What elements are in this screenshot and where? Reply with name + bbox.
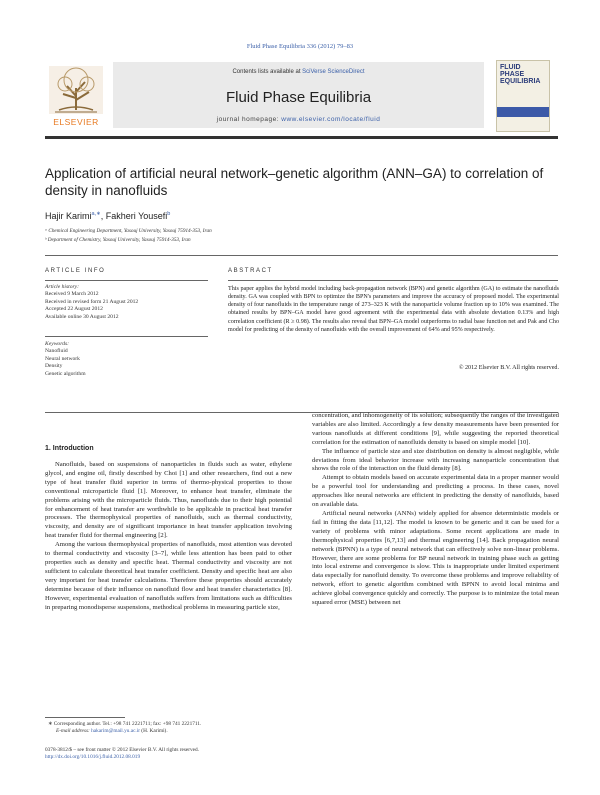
- abstract-heading: ABSTRACT: [228, 268, 273, 274]
- issn-line: 0378-3812/$ – see front matter © 2012 Elsevier B.V. All rights reserved.: [45, 747, 199, 753]
- keywords-block: [45, 341, 208, 378]
- history-item: Accepted 22 August 2012: [45, 306, 103, 313]
- contents-box: [113, 62, 484, 128]
- sciencedirect-link[interactable]: SciVerse ScienceDirect: [302, 69, 365, 75]
- author-name: Hajir Karimi: [45, 211, 92, 221]
- history-item: Available online 30 August 2012: [45, 313, 119, 320]
- section-heading: 1. Introduction: [45, 445, 94, 452]
- affiliation: ᵇ Department of Chemistry, Yasouj University, Yasouj 75914-353, Iran: [45, 237, 191, 243]
- footnote-rule: [45, 717, 125, 718]
- journal-homepage: [113, 116, 484, 123]
- keyword: Density: [45, 363, 63, 370]
- author-marks[interactable]: a,∗: [91, 211, 101, 217]
- header-rule: [45, 136, 558, 139]
- paper-title: Application of artificial neural network–genetic algorithm (ANN–GA) to correlation of density in nanofluids: [45, 166, 544, 198]
- email-label: E-mail address:: [56, 728, 90, 735]
- body-paragraph: Attempt to obtain models based on accurate experimental data in a proper manner would be a powerful tool for understanding and predicting a process. In these cases, novel approaches like neural networks are efficient in predicting the density of nanofluids, based on available data.: [312, 474, 559, 509]
- keyword: Neural network: [45, 355, 80, 362]
- affiliation-rule: [45, 255, 558, 256]
- article-info-rule: [45, 280, 208, 281]
- journal-title: Fluid Phase Equilibria: [225, 89, 372, 106]
- journal-reference[interactable]: Fluid Phase Equilibria 336 (2012) 79–83: [246, 43, 354, 50]
- cover-title-line: EQUILIBRIA: [500, 78, 541, 85]
- body-paragraph: Nanofluids, based on suspensions of nanoparticles in fluids such as water, ethylene glycol, and engine oil, firstly described by Choi [1] and other researchers, find out a new type of heat transfer fluid superior in terms of thermo-physical properties to those conventional microparticle fluid [1]. Moreover, to enhance heat transfer, eliminate the problems arising with the microparticle fluids. Thus, nanofluids due to their high potential for enhancement of heat transfer are worthwhile to be applicable in practical heat transfer processes. The thermophysical properties of nanofluids, such as thermal conductivity, viscosity, and density are of significant importance in heat transfer application involving heat transfer fluid for thermal engineering [2].: [45, 461, 292, 540]
- publisher-name: ELSEVIER: [53, 117, 99, 127]
- email-suffix: (H. Karimi).: [139, 728, 168, 735]
- body-paragraph: Artificial neural networks (ANNs) widely applied for absence deterministic models or fail in fitting the data [11,12]. The model is known to be generic and it can be used for a variety of problems with minor adaptations. Some recent applications are made in thermophysical properties [6,7,13] and thermal engineering [14]. Back propagation neural network (BPNN) is a type of neural network that can effectively solve non-linear problems. However, there are some problems for BP neural network in training phase such as getting into local extreme and convergence is slow. This is inappropriate under limited experiment data especially for nanofluid density. To overcome these problems and improve reliability of network, effort to genetic algorithm combined with BPNN to avoid local minima and achieve global convergence quickly and correctly. The purpose is to minimize the total mean squared error (MSE) between net: [312, 509, 559, 607]
- abstract-rule: [228, 280, 558, 281]
- journal-cover-thumbnail: [496, 60, 550, 132]
- author-marks[interactable]: b: [167, 211, 171, 217]
- history-item: Received in revised form 21 August 2012: [45, 298, 139, 305]
- body-right-column: [312, 412, 559, 608]
- cover-title-line: FLUID PHASE: [500, 64, 525, 78]
- copyright-notice: © 2012 Elsevier B.V. All rights reserved.: [458, 365, 559, 371]
- abstract-text: This paper applies the hybrid model including back-propagation network (BPN) and genetic algorithm (GA) to estimate the nanofluids density. GA was coupled with BPN to optimize the BPN's parameters and improve the accuracy of proposed model. The experimental density of four nanofluids in the temperature range of 273–323 K with the nanoparticle volume fraction up to 10% was examined. The obtained results by BPN–GA model have good agreement with the experimental data with absolute deviation 0.13% and high correlation coefficient (R ≥ 0.98). The results also reveal that BPN–GA model outperforms to radial base function net and Pak and Cho model for predicting of the density of nanofluids with the overall improvement of 64% and 95% respectively.: [228, 286, 559, 333]
- contents-prefix: Contents lists available at: [232, 69, 303, 75]
- keyword: Genetic algorithm: [45, 370, 86, 377]
- cover-band: [497, 107, 549, 117]
- author-separator: ,: [100, 211, 106, 221]
- journal-header: [45, 62, 558, 128]
- history-item: Received 9 March 2012: [45, 291, 99, 298]
- elsevier-logo: [45, 62, 107, 128]
- affiliation: ᵃ Chemical Engineering Department, Yasouj University, Yasouj 75914-353, Iran: [45, 228, 212, 234]
- doi-link[interactable]: http://dx.doi.org/10.1016/j.fluid.2012.08.019: [45, 754, 141, 761]
- email-link[interactable]: hakarim@mail.yu.ac.ir: [91, 728, 140, 735]
- contents-line: [113, 69, 484, 75]
- elsevier-tree-icon: [45, 62, 107, 118]
- body-paragraph: concentration, and inhomogeneity of its solution; subsequently the ranges of the investigated variables are also limited. Accordingly a few density measurements have been presented for various nanofluids at different conditions [9], while suggesting the reported theoretical correlation for the estimation of nanofluids density is based on simple model [10].: [312, 412, 559, 446]
- author-name: Fakheri Yousefi: [105, 211, 168, 221]
- front-matter: [45, 747, 345, 761]
- homepage-prefix: journal homepage:: [216, 116, 282, 123]
- article-info-heading: ARTICLE INFO: [45, 268, 106, 274]
- body-paragraph: Among the various thermophysical properties of nanofluids, most attention was devoted to thermal conductivity and viscosity [3–7], while less attention has been paid to other properties such as density and specific heat. Thermal conductivity and viscosity are not sufficient to calculate theoretical heat transfer coefficient. Density and specific heat are also very important for heat transfer calculations. Therefore these properties should accurately determine because of their influence on nanofluid flow and heat transfer characteristics [8]. However, experimental evaluation of nanofluids suffers from limitations such as difficulties in preparing monodisperse suspensions, methodical problems in measuring particle size,: [45, 541, 292, 611]
- article-history: [45, 284, 208, 321]
- corresponding-author-note: [48, 721, 298, 735]
- homepage-link[interactable]: www.elsevier.com/locate/fluid: [281, 116, 381, 123]
- body-left-column: [45, 461, 292, 612]
- history-heading: Article history:: [45, 284, 80, 290]
- body-paragraph: The influence of particle size and size distribution on density is almost negligible, while deviations from ideal behavior increase with increasing nanoparticle concentration that shows the role of the interaction on the fluid density [8].: [312, 447, 559, 473]
- author-list: [45, 211, 170, 221]
- email-line: [48, 728, 298, 735]
- keywords-heading: Keywords:: [45, 341, 70, 347]
- cover-title: [500, 64, 546, 85]
- keyword: Nanofluid: [45, 348, 68, 355]
- keywords-rule: [45, 336, 208, 337]
- corresponding-author: ∗ Corresponding author. Tel.: +98 741 2221711; fax: +98 741 2221711.: [48, 721, 202, 727]
